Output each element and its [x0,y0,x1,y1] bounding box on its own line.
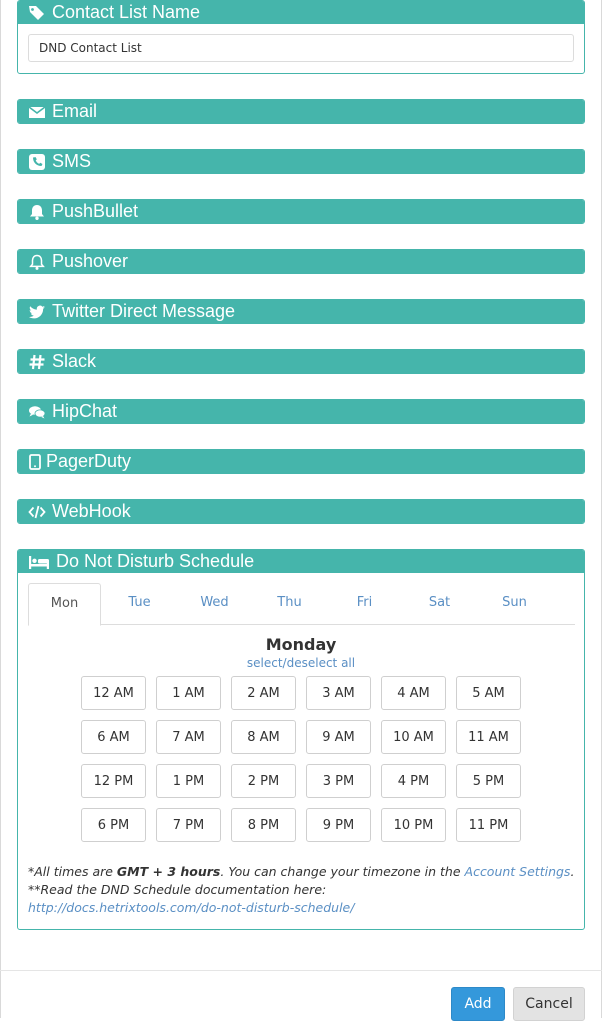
account-settings-link[interactable]: Account Settings [464,864,571,879]
hour-button[interactable]: 8 PM [231,808,296,842]
webhook-panel[interactable] [17,499,585,524]
tab-sun[interactable]: Sun [502,595,527,610]
hour-button[interactable]: 7 PM [156,808,221,842]
sms-header[interactable] [18,150,584,173]
envelope-icon [28,103,46,121]
hour-button[interactable]: 4 AM [381,676,446,710]
pushover-panel[interactable] [17,249,585,274]
pagerduty-label: PagerDuty [46,451,132,471]
tab-thu[interactable]: Thu [277,595,302,610]
email-label: Email [52,101,98,121]
dnd-schedule-panel [17,549,585,930]
pushbullet-header[interactable] [18,200,584,223]
tab-tue[interactable]: Tue [128,595,151,610]
doc-url-link[interactable]: http://docs.hetrixtools.com/do-not-disturb-schedule/ [28,900,355,915]
slack-header[interactable] [18,350,584,373]
code-icon [28,503,46,521]
contact-list-name-input[interactable] [28,34,574,62]
tab-fri[interactable]: Fri [356,595,373,610]
slack-panel[interactable] [17,349,585,374]
cancel-button[interactable]: Cancel [513,987,585,1021]
doc-note: **Read the DND Schedule documentation here: [28,882,327,897]
hour-button[interactable]: 10 AM [381,720,446,754]
pushover-header[interactable] [18,250,584,273]
bell-outline-icon [28,253,46,271]
hashtag-icon [28,353,46,371]
hour-button[interactable]: 6 PM [81,808,146,842]
phone-square-icon [28,153,46,171]
contact-list-header [18,1,584,24]
hour-button[interactable]: 4 PM [381,764,446,798]
sms-panel[interactable] [17,149,585,174]
timezone-notes [28,863,576,917]
slack-label: Slack [52,351,97,371]
dnd-schedule-title: Do Not Disturb Schedule [56,551,255,571]
hipchat-panel[interactable] [17,399,585,424]
bed-icon [28,553,50,571]
tab-mon[interactable]: Mon [28,583,101,626]
email-header[interactable] [18,100,584,123]
pagerduty-panel[interactable] [17,449,585,474]
modal-footer-divider [0,970,602,971]
hour-button[interactable]: 3 AM [306,676,371,710]
pushover-label: Pushover [52,251,129,271]
webhook-header[interactable] [18,500,584,523]
day-title: Monday [265,635,337,654]
add-button[interactable]: Add [451,987,505,1021]
timezone-value: GMT + 3 hours [116,864,221,879]
webhook-label: WebHook [52,501,131,521]
hour-button[interactable]: 5 PM [456,764,521,798]
hour-button[interactable]: 12 PM [81,764,146,798]
hour-button[interactable]: 3 PM [306,764,371,798]
hour-grid [81,676,531,842]
hour-button[interactable]: 2 AM [231,676,296,710]
contact-list-panel [17,0,585,74]
select-deselect-all-link[interactable]: select/deselect all [246,656,356,670]
hour-button[interactable]: 1 PM [156,764,221,798]
hour-button[interactable]: 12 AM [81,676,146,710]
note-end: . [570,864,575,879]
hour-button[interactable]: 9 PM [306,808,371,842]
note-prefix: *All times are [28,864,117,879]
hour-button[interactable]: 2 PM [231,764,296,798]
sms-label: SMS [52,151,92,171]
hour-button[interactable]: 9 AM [306,720,371,754]
pushbullet-label: PushBullet [52,201,139,221]
dnd-schedule-header [18,550,584,573]
hour-button[interactable]: 6 AM [81,720,146,754]
tab-sat[interactable]: Sat [428,595,451,610]
hour-button[interactable]: 1 AM [156,676,221,710]
note-middle: . You can change your timezone in the [220,864,465,879]
tab-wed[interactable]: Wed [200,595,229,610]
hour-button[interactable]: 11 PM [456,808,521,842]
comments-icon [28,403,46,421]
twitter-icon [28,303,46,321]
hipchat-label: HipChat [52,401,118,421]
pushbullet-panel[interactable] [17,199,585,224]
email-panel[interactable] [17,99,585,124]
timezone-note [28,863,576,881]
pagerduty-header[interactable] [18,450,584,473]
twitter-panel[interactable] [17,299,585,324]
hour-button[interactable]: 5 AM [456,676,521,710]
tablet-icon [28,453,42,471]
twitter-label: Twitter Direct Message [52,301,236,321]
twitter-header[interactable] [18,300,584,323]
hour-button[interactable]: 11 AM [456,720,521,754]
hipchat-header[interactable] [18,400,584,423]
bell-icon [28,203,46,221]
hour-button[interactable]: 7 AM [156,720,221,754]
modal-left-edge [0,0,1,1018]
hour-button[interactable]: 10 PM [381,808,446,842]
contact-list-title: Contact List Name [52,2,201,22]
day-tabs [28,583,575,625]
hour-button[interactable]: 8 AM [231,720,296,754]
tags-icon [28,4,46,22]
